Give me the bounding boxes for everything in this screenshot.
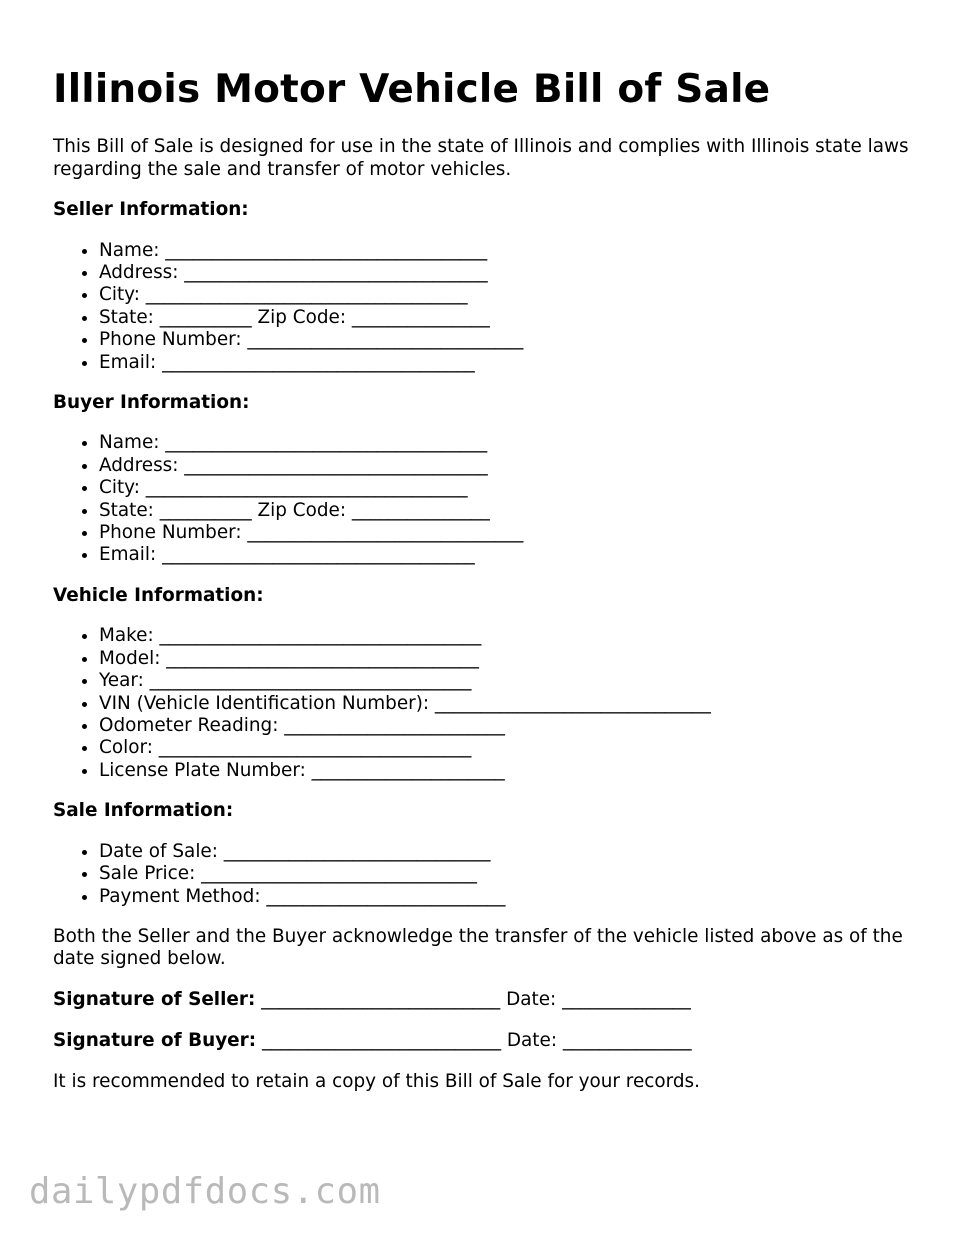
seller-state-zip-field: • State: __________ Zip Code: _______________	[99, 307, 913, 329]
buyer-state-zip-field: • State: __________ Zip Code: _______________	[99, 500, 913, 522]
buyer-name-field: • Name: ___________________________________	[99, 432, 913, 454]
vehicle-vin-field: • VIN (Vehicle Identification Number): ______________________________	[99, 693, 913, 715]
seller-city-field: • City: ___________________________________	[99, 284, 913, 306]
sale-payment-method-field: • Payment Method: __________________________	[99, 886, 913, 908]
buyer-signature-line	[53, 1030, 913, 1053]
vehicle-color-field: • Color: __________________________________	[99, 737, 913, 759]
acknowledgement-paragraph: Both the Seller and the Buyer acknowledge the transfer of the vehicle listed above as of the date signed below.	[53, 925, 903, 970]
vehicle-model-field: • Model: __________________________________	[99, 648, 913, 670]
vehicle-make-field: • Make: ___________________________________	[99, 625, 913, 647]
seller-name-field: • Name: ___________________________________	[99, 240, 913, 262]
buyer-email-field: • Email: __________________________________	[99, 544, 913, 566]
document-page	[53, 60, 913, 1093]
buyer-signature-blank: __________________________ Date: ______________	[256, 1029, 692, 1051]
buyer-phone-field: • Phone Number: ______________________________	[99, 522, 913, 544]
sale-price-field: • Sale Price: ______________________________	[99, 863, 913, 885]
sale-date-field: • Date of Sale: _____________________________	[99, 841, 913, 863]
buyer-section-heading: Buyer Information:	[53, 391, 250, 413]
vehicle-year-field: • Year: ___________________________________	[99, 670, 913, 692]
buyer-fields-list	[53, 432, 913, 566]
buyer-city-field: • City: ___________________________________	[99, 477, 913, 499]
seller-signature-line	[53, 989, 913, 1012]
sale-fields-list	[53, 841, 913, 908]
vehicle-license-plate-field: • License Plate Number: _____________________	[99, 760, 913, 782]
vehicle-odometer-field: • Odometer Reading: ________________________	[99, 715, 913, 737]
records-note: It is recommended to retain a copy of this Bill of Sale for your records.	[53, 1070, 700, 1092]
seller-signature-label: Signature of Seller:	[53, 988, 256, 1010]
seller-signature-blank: __________________________ Date: ______________	[255, 988, 691, 1010]
seller-address-field: • Address: _________________________________	[99, 262, 913, 284]
sale-section-heading: Sale Information:	[53, 800, 234, 822]
vehicle-fields-list	[53, 625, 913, 782]
intro-paragraph: This Bill of Sale is designed for use in the state of Illinois and complies with Illinois state laws regarding the sale and transfer of motor vehicles.	[53, 136, 909, 180]
seller-section-heading: Seller Information:	[53, 199, 249, 220]
seller-fields-list	[53, 240, 913, 374]
vehicle-section-heading: Vehicle Information:	[53, 584, 264, 606]
buyer-signature-label: Signature of Buyer:	[53, 1029, 257, 1051]
document-title: Illinois Motor Vehicle Bill of Sale	[53, 67, 771, 112]
buyer-address-field: • Address: _________________________________	[99, 455, 913, 477]
seller-email-field: • Email: __________________________________	[99, 352, 913, 374]
watermark: dailypdfdocs.com	[29, 1171, 381, 1212]
seller-phone-field: • Phone Number: ______________________________	[99, 329, 913, 351]
